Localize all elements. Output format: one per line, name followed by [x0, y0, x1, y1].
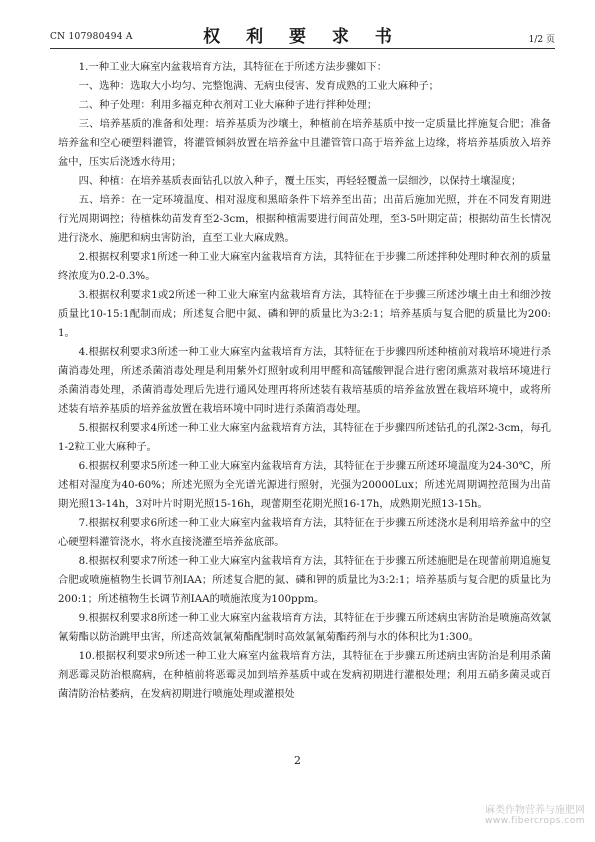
page-label: 1/2 页	[528, 35, 555, 45]
claim-5: 5.根据权利要求4所述一种工业大麻室内盆栽培育方法，其特征在于步骤四所述钻孔的孔深2-3cm，每孔1-2粒工业大麻种子。	[58, 422, 551, 453]
claims-body	[58, 58, 551, 704]
claim-10: 10.根据权利要求9所述一种工业大麻室内盆栽培育方法，其特征在于步骤五所述病虫害防治是利用杀菌剂恶霉灵防治根腐病，在种植前将恶霉灵加到培养基质中或在发病初期进行灌根处理；利用五硝多菌灵或百菌清防治枯萎病，在发病初期进行喷施处理或灌根处	[58, 650, 551, 700]
document-header	[50, 18, 555, 47]
claim-6: 6.根据权利要求5所述一种工业大麻室内盆栽培育方法，其特征在于步骤五所述环境温度为24-30℃，所述相对湿度为40-60%；所述光照为全光谱光源进行照射，光强为20000Lux；所述光周期调控范围为出苗期光照13-14h，3对叶片时期光照15-16h，现蕾期至花期光照16-17h，成熟期光照13-15h。	[58, 460, 551, 510]
patent-number: CN 107980494 A	[50, 32, 133, 42]
claim-9: 9.根据权利要求8所述一种工业大麻室内盆栽培育方法，其特征在于步骤五所述病虫害防治是喷施高效氯氰菊酯以防治跳甲虫害，所述高效氯氰菊酯配制时高效氯氰菊酯药剂与水的体积比为1:300。	[58, 612, 551, 643]
claim-1-step-2: 二、种子处理：利用多福克种衣剂对工业大麻种子进行拌种处理；	[78, 99, 378, 111]
claim-8: 8.根据权利要求7所述一种工业大麻室内盆栽培育方法，其特征在于步骤五所述施肥是在现蕾前期追施复合肥或喷施植物生长调节剂IAA；所述复合肥的氮、磷和钾的质量比为3:2:1；培养基质与复合肥的质量比为200:1；所述植物生长调节剂IAA的喷施浓度为100ppm。	[58, 555, 551, 605]
claim-2: 2.根据权利要求1所述一种工业大麻室内盆栽培育方法，其特征在于步骤二所述拌种处理时种衣剂的质量终浓度为0.2-0.3%。	[58, 251, 551, 282]
claim-1-step-3: 三、培养基质的准备和处理：培养基质为沙壤土，种植前在培养基质中按一定质量比拌施复合肥；准备培养盆和空心硬塑料灌管，将灌管倾斜放置在培养盆中且灌管管口高于培养盆上边缘，将培养基质放入培养盆中，压实后浇透水待用；	[58, 118, 551, 168]
claim-4: 4.根据权利要求3所述一种工业大麻室内盆栽培育方法，其特征在于步骤四所述种植前对栽培环境进行杀菌消毒处理，所述杀菌消毒处理是利用紫外灯照射或利用甲醛和高锰酸钾混合进行密闭熏蒸对栽培环境进行杀菌消毒处理，杀菌消毒处理后先进行通风处理再将所述装有栽培基质的培养盆放置在栽培环境中，或将所述装有培养基质的培养盆放置在栽培环境中同时进行杀菌消毒处理。	[58, 346, 551, 415]
claim-1-step-5: 五、培养：在一定环境温度、相对湿度和黑暗条件下培养至出苗；出苗后施加光照，并在不同发育期进行光周期调控；待植株幼苗发育至2-3cm，根据种植需要进行间苗处理，至3-5叶期定苗；根据幼苗生长情况进行浇水、施肥和病虫害防治，直至工业大麻成熟。	[58, 194, 551, 244]
claim-1-step-4: 四、种植：在培养基质表面钻孔以放入种子，覆土压实，再轻轻覆盖一层细沙，以保持土壤湿度；	[78, 175, 522, 187]
header-rule	[50, 48, 555, 49]
page-number: 2	[294, 754, 301, 767]
claim-7: 7.根据权利要求6所述一种工业大麻室内盆栽培育方法，其特征在于步骤五所述浇水是利用培养盆中的空心硬塑料灌管浇水，将水直接浇灌至培养盆底部。	[58, 517, 551, 548]
watermark-site-name: 麻类作物营养与施肥网	[485, 805, 585, 816]
claim-3: 3.根据权利要求1或2所述一种工业大麻室内盆栽培育方法，其特征在于步骤三所述沙壤土由土和细沙按质量比10-15:1配制而成；所述复合肥中氮、磷和钾的质量比为3:2:1；培养基质与复合肥的质量比为200:1。	[58, 289, 551, 339]
site-watermark	[485, 801, 585, 826]
document-title: 权 利 要 求 书	[203, 27, 402, 47]
watermark-url: www.fibercrops.com	[485, 816, 585, 826]
claim-1-step-1: 一、选种：选取大小均匀、完整饱满、无病虫侵害、发育成熟的工业大麻种子；	[78, 80, 439, 92]
claim-1-intro: 1.一种工业大麻室内盆栽培育方法，其特征在于所述方法步骤如下：	[78, 61, 388, 73]
